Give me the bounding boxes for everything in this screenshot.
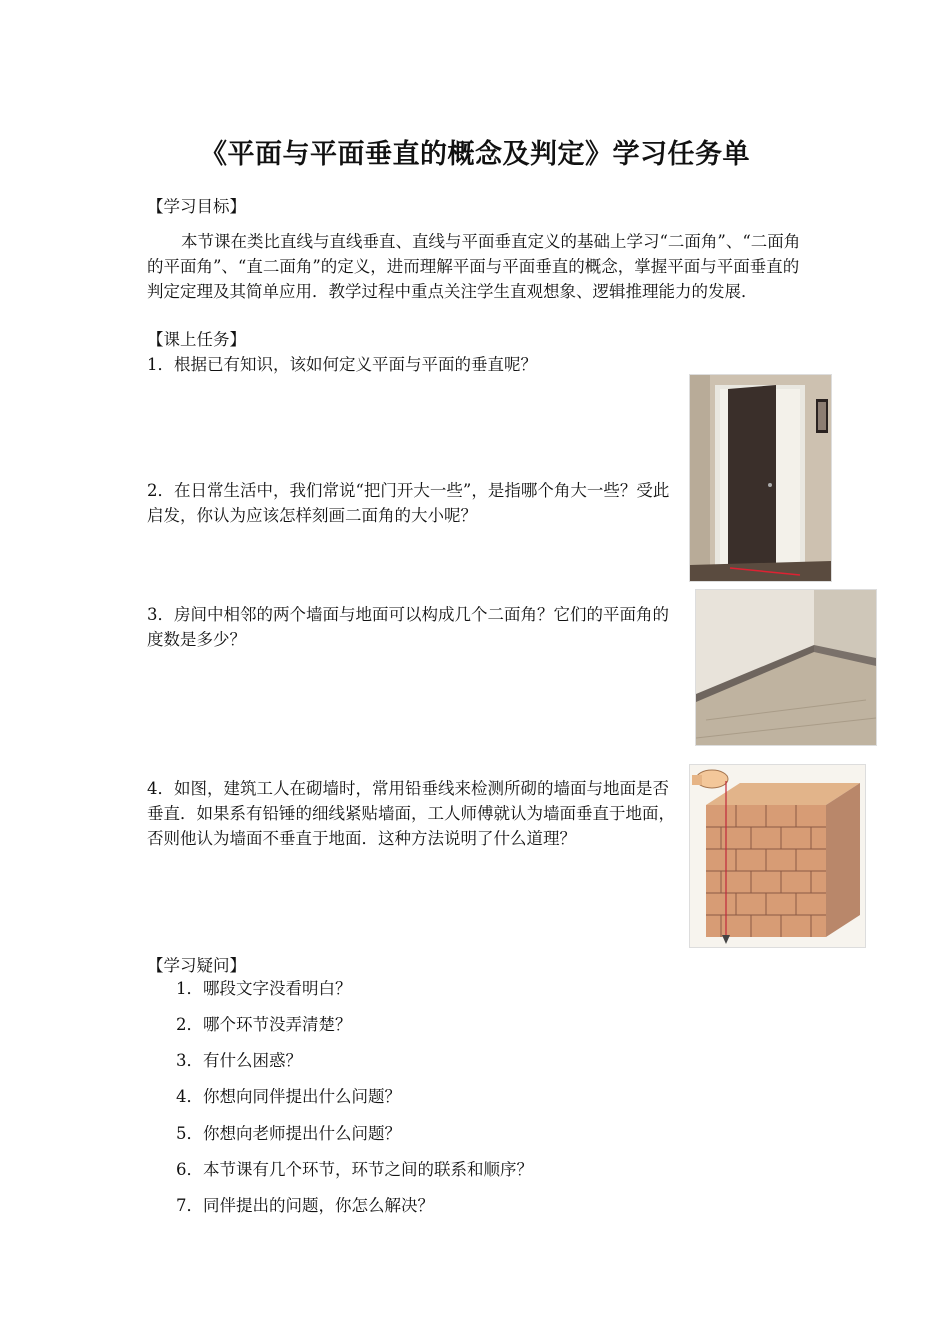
- question-item-2: 2．哪个环节没弄清楚？: [176, 1015, 352, 1034]
- page-title: 《平面与平面垂直的概念及判定》学习任务单: [200, 139, 750, 170]
- question-item-4: 4．你想向同伴提出什么问题？: [176, 1087, 401, 1106]
- task-item-3: 3．房间中相邻的两个墙面与地面可以构成几个二面角？它们的平面角的度数是多少？: [147, 605, 669, 649]
- room-corner-photo: [695, 589, 877, 746]
- section-heading-goal: 【学习目标】: [147, 197, 246, 216]
- section-heading-questions: 【学习疑问】: [147, 956, 246, 975]
- brick-wall-illustration: [689, 764, 866, 948]
- task-item-1: 1．根据已有知识，该如何定义平面与平面的垂直呢？: [147, 355, 537, 374]
- task-item-4: 4．如图，建筑工人在砌墙时，常用铅垂线来检测所砌的墙面与地面是否垂直．如果系有铅锤的细线紧贴墙面，工人师傅就认为墙面垂直于地面，否则他认为墙面不垂直于地面．这种方法说明了什么道理？: [147, 779, 675, 848]
- section-heading-tasks: 【课上任务】: [147, 330, 246, 349]
- question-item-3: 3．有什么困惑？: [176, 1051, 302, 1070]
- question-item-6: 6．本节课有几个环节，环节之间的联系和顺序？: [176, 1160, 533, 1179]
- question-item-7: 7．同伴提出的问题，你怎么解决？: [176, 1196, 434, 1215]
- door-photo: [689, 374, 832, 582]
- question-item-1: 1．哪段文字没看明白？: [176, 979, 352, 998]
- task-item-2: 2．在日常生活中，我们常说“把门开大一些”，是指哪个角大一些？受此启发，你认为应该怎样刻画二面角的大小呢？: [147, 481, 670, 525]
- goal-paragraph: 本节课在类比直线与直线垂直、直线与平面垂直定义的基础上学习“二面角”、“二面角的平面角”、“直二面角”的定义，进而理解平面与平面垂直的概念，掌握平面与平面垂直的判定定理及其简单应用．教学过程中重点关注学生直观想象、逻辑推理能力的发展．: [147, 232, 801, 301]
- question-item-5: 5．你想向老师提出什么问题？: [176, 1124, 401, 1143]
